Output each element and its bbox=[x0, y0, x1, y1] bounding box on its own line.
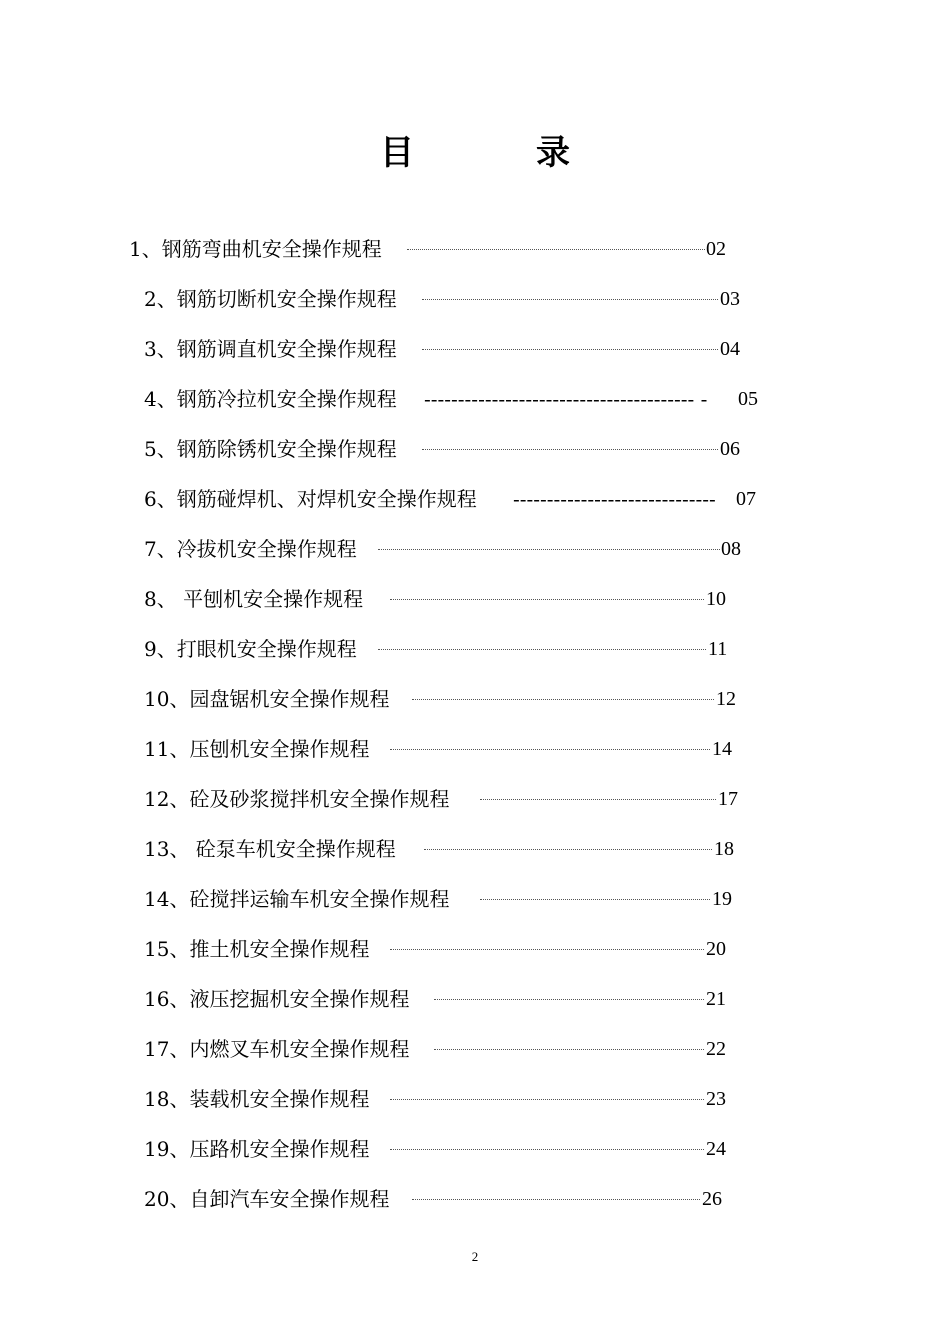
title-char-2: 录 bbox=[536, 133, 570, 173]
toc-entry-label: 4、钢筋冷拉机安全操作规程 bbox=[144, 387, 397, 411]
toc-entry-page: 14 bbox=[712, 738, 732, 760]
toc-entry-label: 14、砼搅拌运输车机安全操作规程 bbox=[144, 887, 450, 911]
toc-entry-label: 9、打眼机安全操作规程 bbox=[144, 637, 357, 661]
toc-entry-label: 13、 砼泵车机安全操作规程 bbox=[144, 837, 396, 861]
dot-leader bbox=[390, 749, 710, 750]
toc-entry-page: 02 bbox=[706, 238, 726, 260]
toc-entry[interactable] bbox=[144, 634, 784, 664]
toc-entry[interactable] bbox=[144, 834, 784, 864]
dot-leader bbox=[412, 699, 714, 700]
dot-leader bbox=[390, 1149, 704, 1150]
toc-entry-page: 19 bbox=[712, 888, 732, 910]
toc-entry[interactable] bbox=[144, 734, 784, 764]
toc-entry[interactable] bbox=[144, 784, 784, 814]
dot-leader bbox=[424, 849, 712, 850]
toc-entry-label: 8、 平刨机安全操作规程 bbox=[144, 587, 364, 611]
dot-leader bbox=[480, 899, 710, 900]
toc-entry[interactable] bbox=[144, 384, 784, 414]
toc-entry-page: 03 bbox=[720, 288, 740, 310]
dot-leader bbox=[412, 1199, 700, 1200]
toc-entry[interactable] bbox=[144, 434, 784, 464]
toc-entry-page: 22 bbox=[706, 1038, 726, 1060]
toc-entry-label: 18、装载机安全操作规程 bbox=[144, 1087, 370, 1111]
dot-leader bbox=[407, 249, 705, 250]
toc-entry[interactable] bbox=[144, 884, 784, 914]
toc-entry-label: 20、自卸汽车安全操作规程 bbox=[144, 1187, 390, 1211]
toc-entry-label: 1、钢筋弯曲机安全操作规程 bbox=[129, 237, 382, 261]
toc-entry-page: 24 bbox=[706, 1138, 726, 1160]
toc-entry-label: 12、砼及砂浆搅拌机安全操作规程 bbox=[144, 787, 450, 811]
toc-entry-page: 18 bbox=[714, 838, 734, 860]
toc-entry-page: 04 bbox=[720, 338, 740, 360]
dot-leader bbox=[390, 599, 704, 600]
toc-entry-label: 6、钢筋碰焊机、对焊机安全操作规程 bbox=[144, 487, 477, 511]
toc-entry-label: 15、推土机安全操作规程 bbox=[144, 937, 370, 961]
toc-entry[interactable] bbox=[144, 934, 784, 964]
toc-entry-label: 17、内燃叉车机安全操作规程 bbox=[144, 1037, 410, 1061]
dot-leader bbox=[422, 349, 718, 350]
toc-entry-label: 11、压刨机安全操作规程 bbox=[144, 737, 370, 761]
toc-entry-label: 16、液压挖掘机安全操作规程 bbox=[144, 987, 410, 1011]
dot-leader bbox=[422, 449, 718, 450]
toc-entry[interactable] bbox=[144, 1134, 784, 1164]
toc-title bbox=[0, 128, 950, 178]
toc-entry-page: 21 bbox=[706, 988, 726, 1010]
toc-entry-page: 07 bbox=[736, 488, 756, 510]
toc-entry-page: 06 bbox=[720, 438, 740, 460]
toc-entry[interactable] bbox=[144, 534, 784, 564]
dot-leader bbox=[434, 1049, 704, 1050]
dot-leader bbox=[480, 799, 716, 800]
toc-entry-page: 10 bbox=[706, 588, 726, 610]
toc-entry-label: 5、钢筋除锈机安全操作规程 bbox=[144, 437, 397, 461]
toc-entry[interactable] bbox=[144, 484, 784, 514]
dot-leader bbox=[422, 299, 718, 300]
page-number: 2 bbox=[471, 1249, 479, 1264]
dot-leader bbox=[390, 949, 704, 950]
toc-entry-label: 2、钢筋切断机安全操作规程 bbox=[144, 287, 397, 311]
toc-entry[interactable] bbox=[144, 1034, 784, 1064]
toc-entry-page: 20 bbox=[706, 938, 726, 960]
toc-entry[interactable] bbox=[144, 334, 784, 364]
toc-entry-page: 23 bbox=[706, 1088, 726, 1110]
toc-entry[interactable] bbox=[144, 1184, 784, 1214]
dot-leader bbox=[378, 649, 706, 650]
toc-entry-page: 05 bbox=[738, 388, 758, 410]
toc-entry-label: 3、钢筋调直机安全操作规程 bbox=[144, 337, 397, 361]
toc-entry[interactable] bbox=[144, 284, 784, 314]
toc-entry-page: 11 bbox=[708, 638, 728, 660]
dash-leader: ---------------------------------------- - bbox=[424, 387, 708, 411]
dot-leader bbox=[434, 999, 704, 1000]
toc-entry[interactable] bbox=[144, 1084, 784, 1114]
toc-entry-page: 26 bbox=[702, 1188, 722, 1210]
toc-entry-label: 7、冷拔机安全操作规程 bbox=[144, 537, 357, 561]
toc-entry-label: 19、压路机安全操作规程 bbox=[144, 1137, 370, 1161]
dash-leader: ------------------------------ bbox=[513, 487, 716, 511]
toc-entry[interactable] bbox=[144, 684, 784, 714]
toc-entry-page: 08 bbox=[721, 538, 741, 560]
dot-leader bbox=[378, 549, 720, 550]
title-char-1: 目 bbox=[380, 133, 414, 173]
toc-entry-page: 12 bbox=[716, 688, 736, 710]
toc-entry-label: 10、园盘锯机安全操作规程 bbox=[144, 687, 390, 711]
dot-leader bbox=[390, 1099, 704, 1100]
toc-entry[interactable] bbox=[144, 984, 784, 1014]
toc-entry[interactable] bbox=[144, 584, 784, 614]
toc-entry[interactable] bbox=[129, 234, 769, 264]
toc-entry-page: 17 bbox=[718, 788, 738, 810]
